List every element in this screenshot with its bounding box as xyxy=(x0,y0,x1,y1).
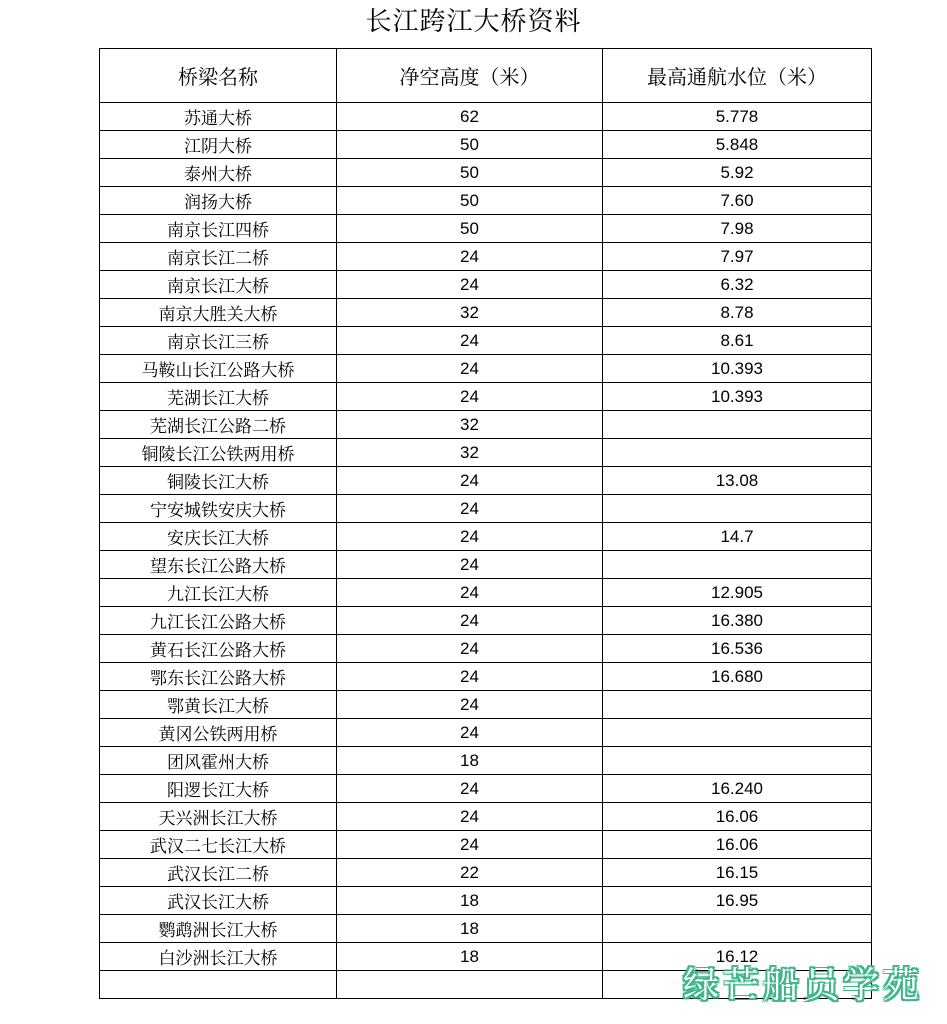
column-header-clearance: 净空高度（米） xyxy=(337,49,603,103)
cell-clearance-height: 24 xyxy=(337,831,603,859)
watermark-logo: 绿芒船员学苑 xyxy=(682,965,923,1006)
table-row xyxy=(100,411,872,439)
cell-max-water-level: 8.78 xyxy=(603,299,872,327)
cell-clearance-height: 24 xyxy=(337,719,603,747)
table-row xyxy=(100,607,872,635)
cell-clearance-height: 32 xyxy=(337,299,603,327)
cell-bridge-name: 鄂东长江公路大桥 xyxy=(100,663,337,691)
cell-max-water-level: 10.393 xyxy=(603,383,872,411)
cell-bridge-name: 铜陵长江大桥 xyxy=(100,467,337,495)
cell-clearance-height: 18 xyxy=(337,943,603,971)
cell-bridge-name: 芜湖长江公路二桥 xyxy=(100,411,337,439)
cell-clearance-height: 32 xyxy=(337,411,603,439)
cell-max-water-level: 14.7 xyxy=(603,523,872,551)
cell-clearance-height: 24 xyxy=(337,271,603,299)
cell-clearance-height: 24 xyxy=(337,551,603,579)
cell-bridge-name: 黄冈公铁两用桥 xyxy=(100,719,337,747)
cell-clearance-height: 24 xyxy=(337,579,603,607)
cell-clearance-height: 18 xyxy=(337,915,603,943)
column-header-water-level: 最高通航水位（米） xyxy=(603,49,872,103)
table-row xyxy=(100,271,872,299)
table-row xyxy=(100,523,872,551)
table-row xyxy=(100,887,872,915)
cell-bridge-name: 润扬大桥 xyxy=(100,187,337,215)
cell-clearance-height xyxy=(337,971,603,999)
cell-clearance-height: 24 xyxy=(337,775,603,803)
cell-clearance-height: 50 xyxy=(337,159,603,187)
cell-clearance-height: 22 xyxy=(337,859,603,887)
table-row xyxy=(100,103,872,131)
table-row xyxy=(100,803,872,831)
cell-bridge-name: 泰州大桥 xyxy=(100,159,337,187)
cell-max-water-level: 16.12 xyxy=(603,943,872,971)
cell-bridge-name: 江阴大桥 xyxy=(100,131,337,159)
cell-max-water-level: 7.60 xyxy=(603,187,872,215)
table-row xyxy=(100,551,872,579)
table-row xyxy=(100,383,872,411)
cell-clearance-height: 18 xyxy=(337,747,603,775)
cell-clearance-height: 24 xyxy=(337,523,603,551)
cell-bridge-name: 九江长江大桥 xyxy=(100,579,337,607)
table-row xyxy=(100,663,872,691)
table-row xyxy=(100,691,872,719)
cell-max-water-level: 13.08 xyxy=(603,467,872,495)
cell-bridge-name: 南京长江四桥 xyxy=(100,215,337,243)
cell-bridge-name: 马鞍山长江公路大桥 xyxy=(100,355,337,383)
cell-max-water-level: 5.778 xyxy=(603,103,872,131)
cell-max-water-level: 16.240 xyxy=(603,775,872,803)
cell-bridge-name: 宁安城铁安庆大桥 xyxy=(100,495,337,523)
cell-bridge-name: 团风霍州大桥 xyxy=(100,747,337,775)
cell-bridge-name: 苏通大桥 xyxy=(100,103,337,131)
cell-max-water-level: 5.848 xyxy=(603,131,872,159)
table-row xyxy=(100,159,872,187)
cell-max-water-level: 16.536 xyxy=(603,635,872,663)
cell-bridge-name: 黄石长江公路大桥 xyxy=(100,635,337,663)
table-row xyxy=(100,131,872,159)
cell-max-water-level: 12.905 xyxy=(603,579,872,607)
cell-clearance-height: 32 xyxy=(337,439,603,467)
cell-max-water-level: 5.92 xyxy=(603,159,872,187)
cell-max-water-level: 7.98 xyxy=(603,215,872,243)
cell-bridge-name: 南京长江大桥 xyxy=(100,271,337,299)
cell-clearance-height: 24 xyxy=(337,355,603,383)
table-row xyxy=(100,831,872,859)
table-row xyxy=(100,915,872,943)
cell-max-water-level: 16.06 xyxy=(603,803,872,831)
table-row xyxy=(100,243,872,271)
cell-max-water-level: 16.380 xyxy=(603,607,872,635)
cell-clearance-height: 24 xyxy=(337,243,603,271)
table-row xyxy=(100,719,872,747)
cell-clearance-height: 50 xyxy=(337,215,603,243)
table-row xyxy=(100,859,872,887)
cell-bridge-name: 鹦鹉洲长江大桥 xyxy=(100,915,337,943)
table-row xyxy=(100,299,872,327)
table-row xyxy=(100,187,872,215)
table-row xyxy=(100,355,872,383)
cell-clearance-height: 50 xyxy=(337,131,603,159)
cell-clearance-height: 24 xyxy=(337,495,603,523)
column-header-name: 桥梁名称 xyxy=(100,49,337,103)
cell-max-water-level: 8.61 xyxy=(603,327,872,355)
cell-clearance-height: 62 xyxy=(337,103,603,131)
cell-bridge-name: 望东长江公路大桥 xyxy=(100,551,337,579)
cell-clearance-height: 50 xyxy=(337,187,603,215)
cell-max-water-level: 7.97 xyxy=(603,243,872,271)
cell-clearance-height: 24 xyxy=(337,327,603,355)
table-row xyxy=(100,775,872,803)
table-row xyxy=(100,747,872,775)
cell-bridge-name: 白沙洲长江大桥 xyxy=(100,943,337,971)
cell-max-water-level xyxy=(603,439,872,467)
cell-bridge-name: 鄂黄长江大桥 xyxy=(100,691,337,719)
cell-bridge-name: 南京长江三桥 xyxy=(100,327,337,355)
cell-bridge-name: 安庆长江大桥 xyxy=(100,523,337,551)
table-header-row xyxy=(100,49,872,103)
cell-bridge-name: 九江长江公路大桥 xyxy=(100,607,337,635)
cell-bridge-name xyxy=(100,971,337,999)
table-body xyxy=(100,103,872,999)
cell-max-water-level xyxy=(603,551,872,579)
table-row xyxy=(100,327,872,355)
cell-max-water-level xyxy=(603,747,872,775)
table-row xyxy=(100,579,872,607)
cell-max-water-level: 16.15 xyxy=(603,859,872,887)
page-title: 长江跨江大桥资料 xyxy=(365,7,582,37)
cell-bridge-name: 武汉二七长江大桥 xyxy=(100,831,337,859)
table-row xyxy=(100,439,872,467)
cell-bridge-name: 阳逻长江大桥 xyxy=(100,775,337,803)
cell-bridge-name: 南京长江二桥 xyxy=(100,243,337,271)
cell-max-water-level xyxy=(603,691,872,719)
cell-bridge-name: 南京大胜关大桥 xyxy=(100,299,337,327)
table-row xyxy=(100,635,872,663)
cell-clearance-height: 24 xyxy=(337,607,603,635)
cell-clearance-height: 18 xyxy=(337,887,603,915)
cell-clearance-height: 24 xyxy=(337,383,603,411)
cell-bridge-name: 芜湖长江大桥 xyxy=(100,383,337,411)
cell-bridge-name: 武汉长江大桥 xyxy=(100,887,337,915)
cell-bridge-name: 天兴洲长江大桥 xyxy=(100,803,337,831)
cell-max-water-level: 16.680 xyxy=(603,663,872,691)
cell-clearance-height: 24 xyxy=(337,663,603,691)
cell-bridge-name: 武汉长江二桥 xyxy=(100,859,337,887)
cell-max-water-level: 10.393 xyxy=(603,355,872,383)
bridge-table xyxy=(99,48,872,999)
cell-max-water-level: 6.32 xyxy=(603,271,872,299)
cell-clearance-height: 24 xyxy=(337,803,603,831)
cell-bridge-name: 铜陵长江公铁两用桥 xyxy=(100,439,337,467)
cell-max-water-level: 16.95 xyxy=(603,887,872,915)
cell-clearance-height: 24 xyxy=(337,691,603,719)
cell-clearance-height: 24 xyxy=(337,635,603,663)
table-row xyxy=(100,215,872,243)
table-row xyxy=(100,467,872,495)
cell-max-water-level: 16.06 xyxy=(603,831,872,859)
cell-clearance-height: 24 xyxy=(337,467,603,495)
cell-max-water-level xyxy=(603,411,872,439)
cell-max-water-level xyxy=(603,915,872,943)
cell-max-water-level xyxy=(603,719,872,747)
table-row xyxy=(100,495,872,523)
cell-max-water-level xyxy=(603,495,872,523)
